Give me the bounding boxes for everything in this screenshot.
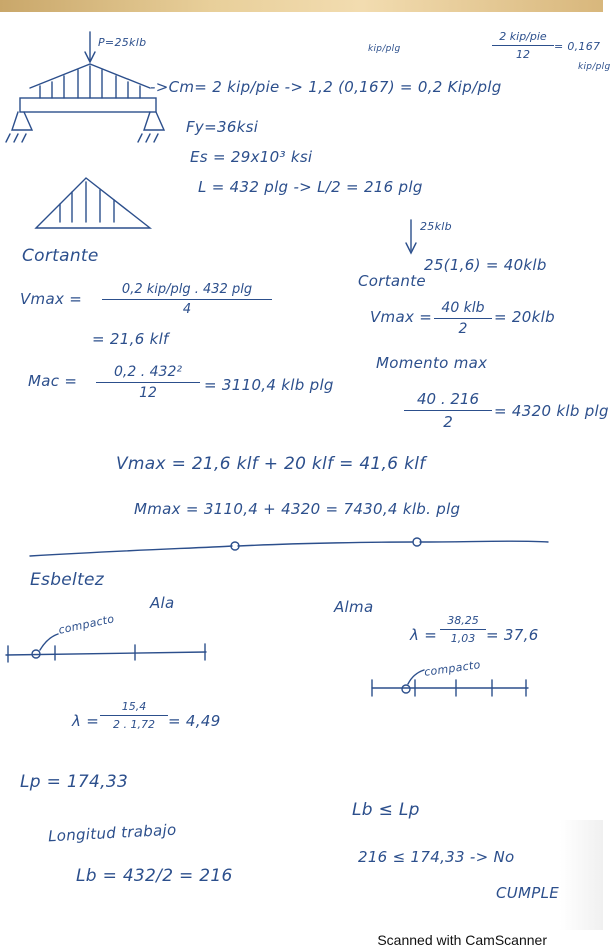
lambda-flange-result: = 4,49 (168, 712, 221, 730)
load-conversion: ->Cm= 2 kip/pie -> 1,2 (0,167) = 0,2 Kip/plg (150, 78, 502, 96)
load-diagram-triangle (36, 178, 150, 228)
web-compact-label: compacto (423, 658, 482, 679)
shear-left-mac-fraction (96, 364, 200, 401)
shear-left-mac-numerator: 0,2 . 432² (114, 364, 182, 380)
lambda-flange-numerator: 15,4 (121, 700, 147, 713)
lambda-web-result: = 37,6 (486, 626, 539, 644)
flange-compact-label: compacto (57, 612, 116, 637)
shear-left-mac-prefix: Mac = (28, 372, 78, 390)
lambda-web-numerator: 38,25 (447, 614, 479, 627)
factored-load: 25(1,6) = 40klb (424, 256, 547, 274)
shear-right-vmax-prefix: Vmax = (370, 308, 433, 326)
point-load-label: P=25klb (98, 36, 147, 49)
web-label: Alma (334, 598, 374, 616)
shear-left-vmax-fraction (102, 282, 272, 317)
unbraced-length-title: Longitud trabajo (47, 820, 177, 846)
watermark-bar (0, 930, 603, 950)
shear-left-vmax-numerator: 0,2 kip/plg . 432 plg (121, 282, 253, 297)
shear-left-mac-denominator: 12 (96, 382, 200, 401)
web-compact-pointer (408, 670, 424, 684)
ratio-result: = 0,167 (554, 40, 601, 53)
right-point-load-label: 25klb (420, 220, 452, 233)
shear-right-vmax-denominator: 2 (434, 318, 492, 337)
total-vmax: Vmax = 21,6 klf + 20 klf = 41,6 klf (116, 454, 426, 474)
unbraced-length: Lb = 432/2 = 216 (76, 866, 233, 886)
moment-numerator: 40 . 216 (416, 390, 480, 408)
lambda-web-prefix: λ = (410, 626, 438, 644)
moment-title: Momento max (376, 354, 488, 372)
lambda-flange-denominator: 2 . 1,72 (100, 715, 168, 731)
watermark-text: Scanned with CamScanner (377, 932, 547, 948)
distributed-load-arrows (40, 66, 140, 98)
flange-label: Ala (150, 594, 175, 612)
scan-edge-shadow (560, 820, 603, 930)
lambda-web-fraction (440, 614, 486, 645)
yield-stress: Fy=36ksi (186, 118, 259, 136)
ratio-denominator: 12 (492, 45, 554, 61)
verdict: CUMPLE (496, 884, 560, 902)
shear-right-vmax-result: = 20klb (494, 308, 555, 326)
shear-left-title: Cortante (22, 246, 99, 266)
left-support (12, 112, 32, 130)
web-marker (402, 685, 410, 693)
kip-unit-note: kip/plg (368, 44, 401, 54)
shear-left-mac-result: = 3110,4 klb plg (204, 376, 334, 394)
ratio-fraction (492, 30, 554, 61)
ratio-numerator: 2 kip/pie (499, 30, 547, 43)
shear-left-vmax-prefix: Vmax = (20, 290, 83, 308)
shear-right-vmax-numerator: 40 klb (441, 300, 485, 316)
shear-right-vmax-fraction (434, 300, 492, 337)
right-support (144, 112, 164, 130)
moment-result: = 4320 klb plg (494, 402, 609, 420)
shear-right-title: Cortante (358, 272, 426, 290)
length-compare: 216 ≤ 174,33 -> No (358, 848, 515, 866)
shear-left-vmax-result: = 21,6 klf (92, 330, 169, 348)
lambda-flange-prefix: λ = (72, 712, 100, 730)
slenderness-title: Esbeltez (30, 570, 105, 590)
section-divider (30, 541, 548, 556)
ratio-unit: kip/plg (578, 62, 610, 72)
lambda-web-denominator: 1,03 (440, 629, 486, 645)
moment-fraction (404, 390, 492, 431)
shear-left-vmax-denominator: 4 (102, 299, 272, 317)
load-diagram-arrows (60, 182, 114, 222)
lambda-flange-fraction (100, 700, 168, 731)
beam-body (20, 98, 156, 112)
flange-number-line (6, 652, 206, 655)
length-check: Lb ≤ Lp (352, 800, 420, 820)
plastic-length: Lp = 174,33 (20, 772, 129, 792)
elastic-modulus: Es = 29x10³ ksi (190, 148, 313, 166)
beam-length: L = 432 plg -> L/2 = 216 plg (198, 178, 423, 196)
moment-denominator: 2 (404, 410, 492, 431)
total-mmax: Mmax = 3110,4 + 4320 = 7430,4 klb. plg (134, 500, 461, 518)
